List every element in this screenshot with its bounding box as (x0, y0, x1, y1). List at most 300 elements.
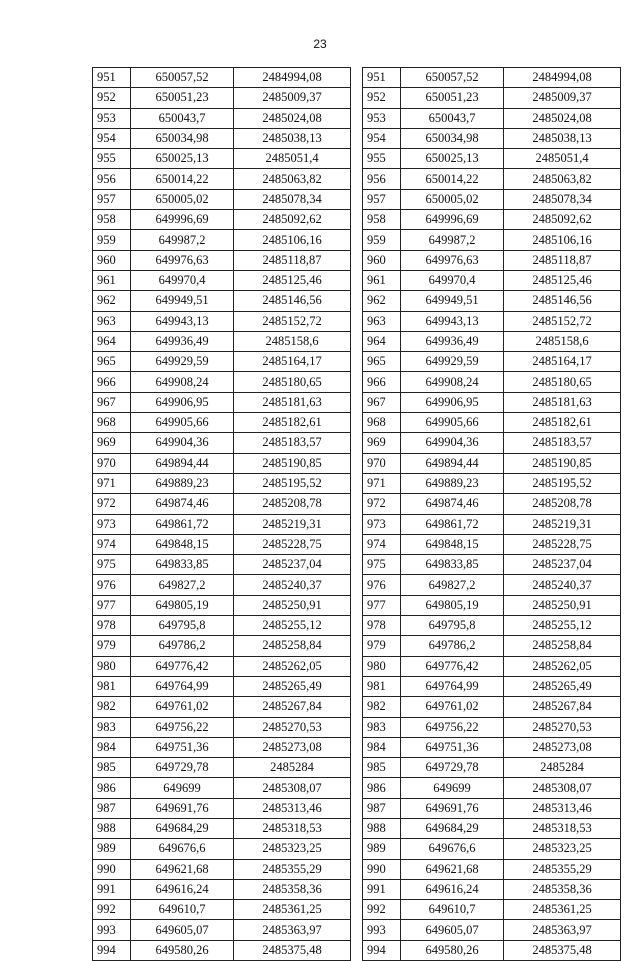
table-row (93, 68, 351, 88)
y-coordinate-cell: 2485273,08 (504, 737, 621, 757)
x-coordinate-cell: 649761,02 (131, 697, 234, 717)
point-number-cell: 988 (363, 818, 401, 838)
x-coordinate-cell: 649764,99 (131, 676, 234, 696)
y-coordinate-cell: 2485237,04 (504, 555, 621, 575)
table-row (93, 798, 351, 818)
point-number-cell: 974 (363, 534, 401, 554)
point-number-cell: 957 (93, 189, 131, 209)
point-number-cell: 989 (363, 839, 401, 859)
table-row (363, 616, 621, 636)
x-coordinate-cell: 649605,07 (131, 920, 234, 940)
y-coordinate-cell: 2485158,6 (504, 331, 621, 351)
point-number-cell: 977 (363, 595, 401, 615)
table-row (93, 453, 351, 473)
point-number-cell: 988 (93, 818, 131, 838)
x-coordinate-cell: 650005,02 (131, 189, 234, 209)
point-number-cell: 994 (93, 940, 131, 960)
coordinates-table-left-body (93, 68, 351, 961)
y-coordinate-cell: 2485190,85 (234, 453, 351, 473)
point-number-cell: 970 (363, 453, 401, 473)
point-number-cell: 960 (93, 250, 131, 270)
table-row (363, 311, 621, 331)
y-coordinate-cell: 2485024,08 (234, 108, 351, 128)
y-coordinate-cell: 2485255,12 (234, 616, 351, 636)
x-coordinate-cell: 649761,02 (401, 697, 504, 717)
x-coordinate-cell: 649776,42 (131, 656, 234, 676)
x-coordinate-cell: 649699 (131, 778, 234, 798)
table-row (363, 128, 621, 148)
y-coordinate-cell: 2485063,82 (234, 169, 351, 189)
table-row (363, 778, 621, 798)
point-number-cell: 980 (93, 656, 131, 676)
y-coordinate-cell: 2485009,37 (234, 88, 351, 108)
table-row (363, 331, 621, 351)
table-row (363, 920, 621, 940)
x-coordinate-cell: 650005,02 (401, 189, 504, 209)
x-coordinate-cell: 649848,15 (401, 534, 504, 554)
y-coordinate-cell: 2485265,49 (504, 676, 621, 696)
y-coordinate-cell: 2485258,84 (504, 636, 621, 656)
point-number-cell: 952 (363, 88, 401, 108)
x-coordinate-cell: 649795,8 (131, 616, 234, 636)
table-row (363, 900, 621, 920)
point-number-cell: 980 (363, 656, 401, 676)
point-number-cell: 954 (93, 128, 131, 148)
x-coordinate-cell: 649610,7 (131, 900, 234, 920)
y-coordinate-cell: 2485180,65 (504, 372, 621, 392)
y-coordinate-cell: 2485355,29 (234, 859, 351, 879)
point-number-cell: 987 (93, 798, 131, 818)
x-coordinate-cell: 650014,22 (401, 169, 504, 189)
x-coordinate-cell: 649861,72 (131, 514, 234, 534)
x-coordinate-cell: 649996,69 (131, 210, 234, 230)
table-row (93, 331, 351, 351)
point-number-cell: 985 (93, 758, 131, 778)
x-coordinate-cell: 649943,13 (401, 311, 504, 331)
table-row (93, 616, 351, 636)
y-coordinate-cell: 2485284 (234, 758, 351, 778)
x-coordinate-cell: 649874,46 (131, 494, 234, 514)
y-coordinate-cell: 2485195,52 (504, 473, 621, 493)
y-coordinate-cell: 2485363,97 (504, 920, 621, 940)
table-row (93, 900, 351, 920)
table-row (93, 250, 351, 270)
table-row (363, 68, 621, 88)
point-number-cell: 972 (363, 494, 401, 514)
table-row (93, 108, 351, 128)
point-number-cell: 961 (93, 270, 131, 290)
point-number-cell: 964 (363, 331, 401, 351)
point-number-cell: 973 (93, 514, 131, 534)
x-coordinate-cell: 649970,4 (401, 270, 504, 290)
table-row (363, 514, 621, 534)
point-number-cell: 965 (93, 352, 131, 372)
point-number-cell: 958 (363, 210, 401, 230)
table-row (363, 270, 621, 290)
x-coordinate-cell: 649833,85 (131, 555, 234, 575)
y-coordinate-cell: 2485228,75 (504, 534, 621, 554)
point-number-cell: 961 (363, 270, 401, 290)
table-row (363, 595, 621, 615)
y-coordinate-cell: 2485361,25 (504, 900, 621, 920)
y-coordinate-cell: 2485323,25 (234, 839, 351, 859)
point-number-cell: 977 (93, 595, 131, 615)
y-coordinate-cell: 2485318,53 (504, 818, 621, 838)
table-row (93, 169, 351, 189)
y-coordinate-cell: 2485078,34 (504, 189, 621, 209)
y-coordinate-cell: 2485363,97 (234, 920, 351, 940)
y-coordinate-cell: 2485270,53 (234, 717, 351, 737)
point-number-cell: 975 (93, 555, 131, 575)
x-coordinate-cell: 649905,66 (131, 413, 234, 433)
x-coordinate-cell: 649894,44 (401, 453, 504, 473)
point-number-cell: 989 (93, 839, 131, 859)
table-row (93, 494, 351, 514)
y-coordinate-cell: 2485358,36 (504, 879, 621, 899)
point-number-cell: 986 (363, 778, 401, 798)
x-coordinate-cell: 649756,22 (131, 717, 234, 737)
y-coordinate-cell: 2485250,91 (234, 595, 351, 615)
table-row (93, 149, 351, 169)
y-coordinate-cell: 2485313,46 (504, 798, 621, 818)
table-row (93, 555, 351, 575)
table-row (363, 839, 621, 859)
y-coordinate-cell: 2485146,56 (504, 291, 621, 311)
table-row (93, 717, 351, 737)
table-row (93, 656, 351, 676)
y-coordinate-cell: 2485284 (504, 758, 621, 778)
y-coordinate-cell: 2485182,61 (234, 413, 351, 433)
table-row (363, 940, 621, 960)
table-row (363, 575, 621, 595)
point-number-cell: 979 (363, 636, 401, 656)
x-coordinate-cell: 649610,7 (401, 900, 504, 920)
table-row (93, 413, 351, 433)
point-number-cell: 957 (363, 189, 401, 209)
point-number-cell: 975 (363, 555, 401, 575)
x-coordinate-cell: 650051,23 (401, 88, 504, 108)
y-coordinate-cell: 2485051,4 (234, 149, 351, 169)
point-number-cell: 969 (363, 433, 401, 453)
table-row (363, 210, 621, 230)
point-number-cell: 956 (363, 169, 401, 189)
point-number-cell: 982 (93, 697, 131, 717)
point-number-cell: 981 (93, 676, 131, 696)
x-coordinate-cell: 649684,29 (131, 818, 234, 838)
point-number-cell: 985 (363, 758, 401, 778)
y-coordinate-cell: 2485250,91 (504, 595, 621, 615)
table-row (363, 108, 621, 128)
point-number-cell: 974 (93, 534, 131, 554)
y-coordinate-cell: 2485183,57 (504, 433, 621, 453)
point-number-cell: 953 (363, 108, 401, 128)
coordinates-table-right-body (363, 68, 621, 961)
x-coordinate-cell: 650014,22 (131, 169, 234, 189)
y-coordinate-cell: 2485270,53 (504, 717, 621, 737)
table-row (363, 717, 621, 737)
y-coordinate-cell: 2485125,46 (234, 270, 351, 290)
y-coordinate-cell: 2485182,61 (504, 413, 621, 433)
point-number-cell: 993 (93, 920, 131, 940)
y-coordinate-cell: 2485164,17 (504, 352, 621, 372)
table-row (363, 636, 621, 656)
point-number-cell: 984 (363, 737, 401, 757)
y-coordinate-cell: 2485262,05 (504, 656, 621, 676)
table-row (363, 352, 621, 372)
y-coordinate-cell: 2484994,08 (504, 68, 621, 88)
table-row (93, 859, 351, 879)
x-coordinate-cell: 649616,24 (401, 879, 504, 899)
x-coordinate-cell: 649987,2 (401, 230, 504, 250)
y-coordinate-cell: 2485262,05 (234, 656, 351, 676)
x-coordinate-cell: 649936,49 (131, 331, 234, 351)
x-coordinate-cell: 649605,07 (401, 920, 504, 940)
x-coordinate-cell: 650043,7 (401, 108, 504, 128)
x-coordinate-cell: 650057,52 (131, 68, 234, 88)
x-coordinate-cell: 650057,52 (401, 68, 504, 88)
x-coordinate-cell: 649889,23 (131, 473, 234, 493)
table-row (93, 818, 351, 838)
y-coordinate-cell: 2485355,29 (504, 859, 621, 879)
y-coordinate-cell: 2485118,87 (234, 250, 351, 270)
y-coordinate-cell: 2485181,63 (234, 392, 351, 412)
point-number-cell: 962 (93, 291, 131, 311)
point-number-cell: 952 (93, 88, 131, 108)
point-number-cell: 967 (363, 392, 401, 412)
x-coordinate-cell: 649936,49 (401, 331, 504, 351)
table-row (93, 514, 351, 534)
x-coordinate-cell: 649833,85 (401, 555, 504, 575)
y-coordinate-cell: 2485273,08 (234, 737, 351, 757)
x-coordinate-cell: 649676,6 (131, 839, 234, 859)
y-coordinate-cell: 2485164,17 (234, 352, 351, 372)
y-coordinate-cell: 2485118,87 (504, 250, 621, 270)
table-row (93, 433, 351, 453)
point-number-cell: 959 (93, 230, 131, 250)
point-number-cell: 971 (363, 473, 401, 493)
x-coordinate-cell: 649904,36 (401, 433, 504, 453)
y-coordinate-cell: 2485190,85 (504, 453, 621, 473)
table-row (363, 798, 621, 818)
y-coordinate-cell: 2485375,48 (504, 940, 621, 960)
point-number-cell: 991 (363, 879, 401, 899)
x-coordinate-cell: 649874,46 (401, 494, 504, 514)
point-number-cell: 959 (363, 230, 401, 250)
table-row (93, 758, 351, 778)
y-coordinate-cell: 2485219,31 (504, 514, 621, 534)
y-coordinate-cell: 2485308,07 (504, 778, 621, 798)
point-number-cell: 986 (93, 778, 131, 798)
point-number-cell: 990 (363, 859, 401, 879)
y-coordinate-cell: 2485228,75 (234, 534, 351, 554)
x-coordinate-cell: 649908,24 (401, 372, 504, 392)
x-coordinate-cell: 649776,42 (401, 656, 504, 676)
x-coordinate-cell: 649786,2 (401, 636, 504, 656)
table-row (363, 372, 621, 392)
point-number-cell: 964 (93, 331, 131, 351)
y-coordinate-cell: 2485181,63 (504, 392, 621, 412)
x-coordinate-cell: 649904,36 (131, 433, 234, 453)
x-coordinate-cell: 649729,78 (401, 758, 504, 778)
x-coordinate-cell: 649848,15 (131, 534, 234, 554)
point-number-cell: 951 (93, 68, 131, 88)
x-coordinate-cell: 650025,13 (131, 149, 234, 169)
x-coordinate-cell: 649751,36 (401, 737, 504, 757)
x-coordinate-cell: 649987,2 (131, 230, 234, 250)
x-coordinate-cell: 649976,63 (131, 250, 234, 270)
y-coordinate-cell: 2485024,08 (504, 108, 621, 128)
table-row (363, 453, 621, 473)
x-coordinate-cell: 650051,23 (131, 88, 234, 108)
point-number-cell: 968 (93, 413, 131, 433)
table-row (93, 291, 351, 311)
point-number-cell: 963 (93, 311, 131, 331)
y-coordinate-cell: 2485106,16 (234, 230, 351, 250)
y-coordinate-cell: 2485195,52 (234, 473, 351, 493)
point-number-cell: 966 (363, 372, 401, 392)
point-number-cell: 990 (93, 859, 131, 879)
table-row (93, 778, 351, 798)
point-number-cell: 983 (93, 717, 131, 737)
table-row (93, 311, 351, 331)
x-coordinate-cell: 649943,13 (131, 311, 234, 331)
x-coordinate-cell: 649764,99 (401, 676, 504, 696)
x-coordinate-cell: 649970,4 (131, 270, 234, 290)
y-coordinate-cell: 2485358,36 (234, 879, 351, 899)
y-coordinate-cell: 2485152,72 (504, 311, 621, 331)
table-row (93, 940, 351, 960)
point-number-cell: 992 (363, 900, 401, 920)
y-coordinate-cell: 2485208,78 (234, 494, 351, 514)
x-coordinate-cell: 650034,98 (401, 128, 504, 148)
x-coordinate-cell: 649691,76 (131, 798, 234, 818)
point-number-cell: 992 (93, 900, 131, 920)
y-coordinate-cell: 2485092,62 (504, 210, 621, 230)
y-coordinate-cell: 2485180,65 (234, 372, 351, 392)
point-number-cell: 976 (93, 575, 131, 595)
table-row (93, 473, 351, 493)
table-row (93, 88, 351, 108)
point-number-cell: 983 (363, 717, 401, 737)
table-row (363, 818, 621, 838)
page-number: 23 (313, 37, 327, 51)
x-coordinate-cell: 649699 (401, 778, 504, 798)
y-coordinate-cell: 2485051,4 (504, 149, 621, 169)
point-number-cell: 951 (363, 68, 401, 88)
x-coordinate-cell: 649929,59 (131, 352, 234, 372)
table-row (363, 291, 621, 311)
table-row (363, 149, 621, 169)
table-row (363, 656, 621, 676)
point-number-cell: 955 (93, 149, 131, 169)
table-row (363, 433, 621, 453)
x-coordinate-cell: 649580,26 (401, 940, 504, 960)
point-number-cell: 978 (93, 616, 131, 636)
table-row (93, 534, 351, 554)
table-row (363, 494, 621, 514)
table-row (93, 270, 351, 290)
y-coordinate-cell: 2485240,37 (234, 575, 351, 595)
point-number-cell: 994 (363, 940, 401, 960)
y-coordinate-cell: 2485208,78 (504, 494, 621, 514)
point-number-cell: 955 (363, 149, 401, 169)
y-coordinate-cell: 2485267,84 (504, 697, 621, 717)
y-coordinate-cell: 2485267,84 (234, 697, 351, 717)
point-number-cell: 976 (363, 575, 401, 595)
y-coordinate-cell: 2485146,56 (234, 291, 351, 311)
y-coordinate-cell: 2485009,37 (504, 88, 621, 108)
table-row (93, 920, 351, 940)
x-coordinate-cell: 649621,68 (401, 859, 504, 879)
point-number-cell: 968 (363, 413, 401, 433)
table-row (363, 413, 621, 433)
x-coordinate-cell: 649805,19 (131, 595, 234, 615)
y-coordinate-cell: 2485106,16 (504, 230, 621, 250)
point-number-cell: 953 (93, 108, 131, 128)
table-row (363, 230, 621, 250)
table-row (93, 392, 351, 412)
point-number-cell: 981 (363, 676, 401, 696)
x-coordinate-cell: 649684,29 (401, 818, 504, 838)
table-row (93, 230, 351, 250)
x-coordinate-cell: 649729,78 (131, 758, 234, 778)
x-coordinate-cell: 649949,51 (131, 291, 234, 311)
point-number-cell: 973 (363, 514, 401, 534)
point-number-cell: 966 (93, 372, 131, 392)
point-number-cell: 956 (93, 169, 131, 189)
table-row (93, 128, 351, 148)
table-row (93, 372, 351, 392)
point-number-cell: 965 (363, 352, 401, 372)
y-coordinate-cell: 2485125,46 (504, 270, 621, 290)
point-number-cell: 972 (93, 494, 131, 514)
table-row (363, 737, 621, 757)
x-coordinate-cell: 649861,72 (401, 514, 504, 534)
y-coordinate-cell: 2485038,13 (234, 128, 351, 148)
y-coordinate-cell: 2485361,25 (234, 900, 351, 920)
x-coordinate-cell: 649908,24 (131, 372, 234, 392)
point-number-cell: 971 (93, 473, 131, 493)
table-row (363, 697, 621, 717)
y-coordinate-cell: 2485078,34 (234, 189, 351, 209)
table-row (93, 210, 351, 230)
table-row (93, 189, 351, 209)
table-row (363, 169, 621, 189)
x-coordinate-cell: 649905,66 (401, 413, 504, 433)
table-row (93, 636, 351, 656)
coordinates-table-left (92, 67, 351, 961)
x-coordinate-cell: 650025,13 (401, 149, 504, 169)
x-coordinate-cell: 649580,26 (131, 940, 234, 960)
y-coordinate-cell: 2484994,08 (234, 68, 351, 88)
point-number-cell: 962 (363, 291, 401, 311)
table-row (363, 879, 621, 899)
x-coordinate-cell: 649906,95 (131, 392, 234, 412)
point-number-cell: 963 (363, 311, 401, 331)
table-row (363, 676, 621, 696)
x-coordinate-cell: 649786,2 (131, 636, 234, 656)
y-coordinate-cell: 2485318,53 (234, 818, 351, 838)
point-number-cell: 958 (93, 210, 131, 230)
y-coordinate-cell: 2485038,13 (504, 128, 621, 148)
point-number-cell: 987 (363, 798, 401, 818)
y-coordinate-cell: 2485323,25 (504, 839, 621, 859)
x-coordinate-cell: 649929,59 (401, 352, 504, 372)
coordinates-table-right (362, 67, 621, 961)
x-coordinate-cell: 649805,19 (401, 595, 504, 615)
table-row (363, 392, 621, 412)
point-number-cell: 970 (93, 453, 131, 473)
